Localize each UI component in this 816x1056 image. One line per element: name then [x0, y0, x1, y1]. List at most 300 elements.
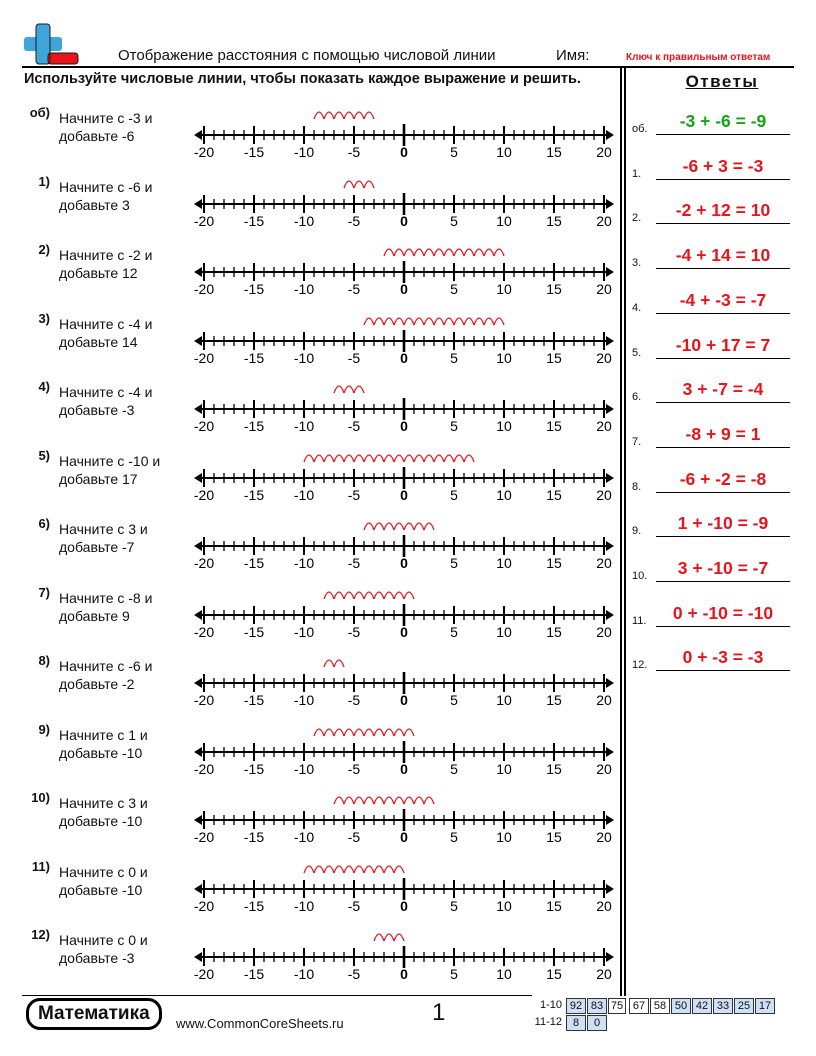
hop-arc	[384, 249, 394, 256]
answer-value: -8 + 9 = 1	[685, 423, 761, 444]
hop-arc	[424, 249, 434, 256]
answer-underline	[656, 179, 790, 180]
tick-label: 5	[450, 760, 458, 777]
problem-line-add: добавьте 12	[59, 265, 138, 281]
hop-arc	[384, 729, 394, 736]
score-cell: 50	[671, 998, 691, 1014]
hop-arc	[394, 249, 404, 256]
hop-arc	[304, 866, 314, 873]
number-line	[190, 174, 620, 236]
problem-item	[0, 379, 620, 447]
tick-label: -15	[243, 144, 265, 160]
page-number: 1	[432, 999, 446, 1026]
hop-arc	[334, 660, 344, 667]
score-cell: 33	[713, 998, 733, 1014]
hop-arc	[364, 592, 374, 599]
hop-arc	[324, 866, 334, 873]
answer-value: 0 + -3 = -3	[682, 647, 764, 668]
answer-label: 11.	[632, 614, 647, 627]
tick-label: -5	[347, 692, 361, 708]
number-line	[190, 859, 620, 921]
answer-value: -6 + -2 = -8	[679, 468, 767, 489]
arrow-right-icon	[606, 678, 614, 688]
hop-arc	[414, 249, 424, 256]
tick-label: 5	[450, 966, 458, 982]
hop-arc	[374, 866, 384, 873]
hop-arc	[344, 181, 354, 188]
hop-arc	[384, 318, 394, 325]
score-cell: 25	[734, 998, 754, 1014]
hop-arc	[384, 866, 394, 873]
problem-text	[59, 246, 152, 282]
number-line	[190, 927, 620, 989]
tick-label: -15	[243, 623, 265, 640]
tick-label: 5	[450, 623, 458, 640]
tick-label: -15	[243, 281, 265, 297]
problem-line-add: добавьте -3	[59, 950, 135, 966]
problem-line-add: добавьте 17	[59, 470, 138, 487]
answer-label: 8.	[632, 480, 642, 493]
answer-item	[628, 599, 798, 629]
hop-arc	[344, 797, 354, 804]
column-divider	[620, 66, 622, 996]
hop-arc	[324, 592, 334, 599]
problem-line-start: Начните с -10 и	[59, 452, 161, 469]
tick-label: 20	[596, 623, 612, 640]
answer-label: 12.	[632, 659, 648, 672]
tick-label: 10	[496, 555, 512, 571]
arrow-left-icon	[194, 884, 202, 894]
tick-label: -5	[347, 486, 361, 503]
problem-number: 2)	[38, 242, 50, 257]
hop-arc	[384, 797, 394, 804]
answer-underline	[656, 626, 790, 627]
problem-item	[0, 242, 620, 310]
hop-arc	[314, 729, 324, 736]
problem-number: 9)	[38, 721, 50, 737]
answer-item	[628, 643, 798, 673]
hop-arc	[424, 797, 434, 804]
hop-arc	[424, 523, 434, 530]
tick-label: 0	[400, 486, 408, 503]
tick-label: 20	[596, 349, 612, 366]
tick-label: 15	[546, 829, 562, 845]
problem-line-start: Начните с -4 и	[59, 384, 153, 400]
hop-arc	[424, 318, 434, 325]
number-line	[190, 722, 620, 784]
tick-label: 10	[496, 829, 512, 845]
tick-label: 10	[496, 623, 512, 640]
hop-arc	[354, 455, 364, 462]
tick-label: 15	[546, 486, 562, 503]
hop-arc	[404, 249, 414, 256]
tick-label: 5	[450, 692, 458, 708]
problem-number: 5)	[38, 447, 50, 463]
number-line	[190, 379, 620, 441]
answer-value: 0 + -10 = -10	[672, 602, 774, 623]
tick-label: -5	[347, 281, 361, 297]
answer-item	[628, 196, 798, 226]
problem-number: 4)	[38, 379, 50, 394]
hop-arc	[394, 797, 404, 804]
answer-underline	[656, 402, 790, 403]
tick-label: -20	[193, 760, 215, 777]
tick-label: 0	[400, 555, 408, 571]
tick-label: 10	[496, 281, 512, 297]
answer-label: 1.	[632, 167, 642, 180]
tick-label: -10	[293, 966, 315, 982]
hop-arc	[444, 249, 454, 256]
header-divider	[22, 66, 794, 68]
tick-label: 15	[546, 692, 562, 708]
arrow-right-icon	[606, 267, 614, 277]
answer-label: 3.	[632, 257, 642, 270]
tick-label: -20	[193, 623, 215, 640]
score-cell: 17	[755, 998, 775, 1014]
problem-line-start: Начните с -6 и	[59, 658, 153, 674]
tick-label: 20	[596, 555, 612, 571]
problem-item	[0, 653, 620, 721]
hop-arc	[404, 523, 414, 530]
hop-arc	[384, 455, 394, 462]
tick-label: 20	[596, 212, 612, 229]
score-cell: 83	[587, 998, 607, 1014]
hop-arc	[354, 797, 364, 804]
hop-arc	[474, 249, 484, 256]
answer-label: 5.	[632, 346, 642, 359]
tick-label: 5	[450, 555, 458, 571]
hop-arc	[324, 112, 334, 119]
hop-arc	[404, 797, 414, 804]
tick-label: -20	[193, 418, 215, 434]
number-line	[190, 242, 620, 304]
number-line	[190, 105, 620, 167]
hop-arc	[334, 866, 344, 873]
problem-text	[59, 863, 148, 899]
problem-number: об)	[29, 105, 50, 120]
tick-label: 20	[596, 966, 612, 982]
tick-label: -15	[243, 692, 265, 708]
problem-line-add: добавьте 14	[59, 333, 138, 350]
arrow-right-icon	[606, 130, 614, 140]
hop-arc	[484, 318, 494, 325]
problem-text	[59, 383, 152, 419]
hop-arc	[354, 592, 364, 599]
arrow-left-icon	[194, 267, 202, 277]
tick-label: -20	[193, 486, 215, 503]
tick-label: -5	[347, 555, 361, 571]
tick-label: -10	[293, 349, 315, 366]
hop-arc	[314, 866, 324, 873]
hop-arc	[374, 934, 384, 941]
answer-value: -2 + 12 = 10	[675, 200, 771, 221]
tick-label: 0	[400, 623, 408, 640]
answer-underline	[656, 492, 790, 493]
tick-label: 5	[450, 897, 458, 914]
number-line	[190, 516, 620, 578]
hop-arc	[334, 592, 344, 599]
hop-arc	[444, 318, 454, 325]
problem-line-start: Начните с 0 и	[59, 863, 148, 880]
hop-arc	[374, 318, 384, 325]
answer-item	[628, 509, 798, 539]
tick-label: -15	[243, 966, 265, 982]
tick-label: 0	[400, 144, 408, 160]
tick-label: -20	[193, 692, 215, 708]
number-line	[190, 448, 620, 510]
arrow-left-icon	[194, 815, 202, 825]
hop-arc	[364, 112, 374, 119]
problem-item	[0, 448, 620, 516]
hop-arc	[434, 455, 444, 462]
answers-title: Ответы	[685, 72, 759, 91]
tick-label: -15	[243, 349, 265, 366]
tick-label: 5	[450, 418, 458, 434]
hop-arc	[344, 455, 354, 462]
problem-text	[59, 452, 160, 488]
hop-arc	[374, 592, 384, 599]
answer-underline	[656, 358, 790, 359]
hop-arc	[334, 455, 344, 462]
hop-arc	[464, 455, 474, 462]
tick-label: 5	[450, 212, 458, 229]
arrow-right-icon	[606, 473, 614, 483]
score-cell: 8	[566, 1015, 586, 1031]
tick-label: 15	[546, 897, 562, 914]
hop-arc	[394, 729, 404, 736]
hop-arc	[364, 523, 374, 530]
tick-label: 15	[546, 212, 562, 229]
problem-item	[0, 105, 620, 173]
site-url: www.CommonCoreSheets.ru	[176, 1016, 344, 1031]
problem-number: 12)	[31, 927, 50, 942]
hop-arc	[364, 797, 374, 804]
answer-value: -3 + -6 = -9	[679, 111, 767, 131]
tick-label: -20	[193, 897, 215, 914]
answer-label: 10.	[632, 570, 648, 582]
score-cell: 0	[587, 1015, 607, 1031]
problem-number: 3)	[38, 310, 50, 326]
tick-label: -20	[193, 966, 215, 982]
hop-arc	[394, 592, 404, 599]
problem-text	[59, 657, 152, 693]
answer-value: -6 + 3 = -3	[682, 155, 764, 176]
tick-label: 15	[546, 555, 562, 571]
plus-minus-logo-icon	[22, 22, 80, 68]
hop-arc	[364, 455, 374, 462]
arrow-left-icon	[194, 473, 202, 483]
hop-arc	[354, 729, 364, 736]
tick-label: 20	[596, 281, 612, 297]
problem-line-add: добавьте -3	[59, 402, 135, 418]
arrow-left-icon	[194, 336, 202, 346]
hop-arc	[394, 455, 404, 462]
tick-label: 20	[596, 829, 612, 845]
problem-number: 1)	[38, 173, 50, 189]
tick-label: 15	[546, 623, 562, 640]
tick-label: 0	[400, 418, 408, 434]
hop-arc	[324, 455, 334, 462]
hop-arc	[464, 318, 474, 325]
hop-arc	[484, 249, 494, 256]
problem-number: 6)	[38, 516, 50, 531]
problem-line-start: Начните с -8 и	[59, 589, 153, 606]
problem-line-start: Начните с 3 и	[59, 521, 148, 537]
arrow-right-icon	[606, 747, 614, 757]
tick-label: -20	[193, 829, 215, 845]
answer-value: 3 + -10 = -7	[677, 558, 769, 578]
hop-arc	[364, 318, 374, 325]
tick-label: 20	[596, 486, 612, 503]
tick-label: -10	[293, 555, 315, 571]
number-line	[190, 311, 620, 373]
problem-line-start: Начните с 1 и	[59, 726, 148, 743]
hop-arc	[354, 181, 364, 188]
tick-label: -10	[293, 760, 315, 777]
problem-line-add: добавьте -7	[59, 539, 135, 555]
problem-item	[0, 311, 620, 379]
answer-item	[628, 465, 798, 495]
answer-key-label: Ключ к правильным ответам	[626, 52, 771, 63]
hop-arc	[364, 866, 374, 873]
answer-item	[628, 331, 798, 361]
problem-number: 8)	[38, 653, 50, 668]
tick-label: -10	[293, 144, 315, 160]
instructions: Используйте числовые линии, чтобы показать каждое выражение и решить.	[24, 71, 581, 87]
hop-arc	[414, 455, 424, 462]
arrow-right-icon	[606, 404, 614, 414]
problem-line-start: Начните с -3 и	[59, 110, 153, 126]
answer-underline	[656, 223, 790, 224]
arrow-right-icon	[606, 541, 614, 551]
answer-item	[628, 420, 798, 450]
hop-arc	[474, 318, 484, 325]
problem-line-add: добавьте -10	[59, 813, 143, 829]
arrow-right-icon	[606, 815, 614, 825]
problem-line-add: добавьте -10	[59, 881, 143, 898]
tick-label: -20	[193, 349, 215, 366]
tick-label: -5	[347, 418, 361, 434]
problem-item	[0, 585, 620, 653]
tick-label: 10	[496, 144, 512, 160]
hop-arc	[404, 592, 414, 599]
problem-text	[59, 520, 148, 556]
hop-arc	[354, 112, 364, 119]
hop-arc	[374, 729, 384, 736]
tick-label: -15	[243, 829, 265, 845]
answer-label: об.	[632, 123, 648, 135]
answer-label: 9.	[632, 525, 642, 538]
score-cell: 92	[566, 998, 586, 1014]
tick-label: -10	[293, 623, 315, 640]
tick-label: -20	[193, 212, 215, 229]
score-range-label: 1-10	[539, 999, 562, 1011]
hop-arc	[464, 249, 474, 256]
tick-label: 10	[496, 966, 512, 982]
answer-item	[628, 152, 798, 182]
hop-arc	[414, 797, 424, 804]
hop-arc	[454, 455, 464, 462]
tick-label: 5	[450, 349, 458, 366]
hop-arc	[394, 523, 404, 530]
problem-item	[0, 790, 620, 858]
tick-label: -10	[293, 212, 315, 229]
answer-item	[628, 375, 798, 405]
answer-label: 7.	[632, 435, 642, 448]
problem-number: 7)	[38, 584, 50, 600]
hop-arc	[454, 249, 464, 256]
answer-label: 4.	[632, 301, 642, 314]
score-cell: 42	[692, 998, 712, 1014]
hop-arc	[494, 249, 504, 256]
problem-text	[59, 109, 152, 145]
answer-underline	[656, 134, 790, 135]
hop-arc	[424, 455, 434, 462]
tick-label: -10	[293, 692, 315, 708]
tick-label: 5	[450, 281, 458, 297]
answer-underline	[656, 313, 790, 314]
hop-arc	[414, 523, 424, 530]
tick-label: 10	[496, 486, 512, 503]
tick-label: 10	[496, 692, 512, 708]
tick-label: 0	[400, 349, 408, 366]
arrow-left-icon	[194, 541, 202, 551]
tick-label: 5	[450, 829, 458, 845]
tick-label: 15	[546, 349, 562, 366]
hop-arc	[374, 523, 384, 530]
tick-label: -5	[347, 349, 361, 366]
problem-text	[59, 315, 152, 351]
arrow-left-icon	[194, 199, 202, 209]
name-label: Имя:	[556, 47, 590, 64]
hop-arc	[384, 592, 394, 599]
problem-line-start: Начните с -2 и	[59, 247, 153, 263]
answer-value: -10 + 17 = 7	[675, 334, 771, 355]
tick-label: -5	[347, 760, 361, 777]
number-line	[190, 585, 620, 647]
answer-underline	[656, 670, 790, 671]
problem-line-add: добавьте 3	[59, 196, 130, 213]
arrow-right-icon	[606, 199, 614, 209]
problem-number: 10)	[31, 790, 50, 805]
tick-label: 0	[400, 281, 408, 297]
tick-label: 5	[450, 144, 458, 160]
tick-label: 15	[546, 144, 562, 160]
tick-label: -15	[243, 418, 265, 434]
tick-label: 0	[400, 966, 408, 982]
problem-line-add: добавьте -6	[59, 128, 135, 144]
answer-underline	[656, 581, 790, 582]
tick-label: -5	[347, 966, 361, 982]
tick-label: 15	[546, 418, 562, 434]
problem-line-add: добавьте -10	[59, 744, 143, 761]
hop-arc	[344, 592, 354, 599]
hop-arc	[344, 386, 354, 393]
number-line	[190, 653, 620, 715]
answer-underline	[656, 447, 790, 448]
tick-label: 20	[596, 692, 612, 708]
tick-label: 20	[596, 760, 612, 777]
tick-label: 5	[450, 486, 458, 503]
answer-label: 2.	[632, 212, 642, 225]
problem-line-start: Начните с -6 и	[59, 178, 153, 195]
arrow-right-icon	[606, 610, 614, 620]
problem-item	[0, 174, 620, 242]
arrow-right-icon	[606, 336, 614, 346]
answer-item	[628, 286, 798, 316]
problem-item	[0, 516, 620, 584]
tick-label: -20	[193, 555, 215, 571]
